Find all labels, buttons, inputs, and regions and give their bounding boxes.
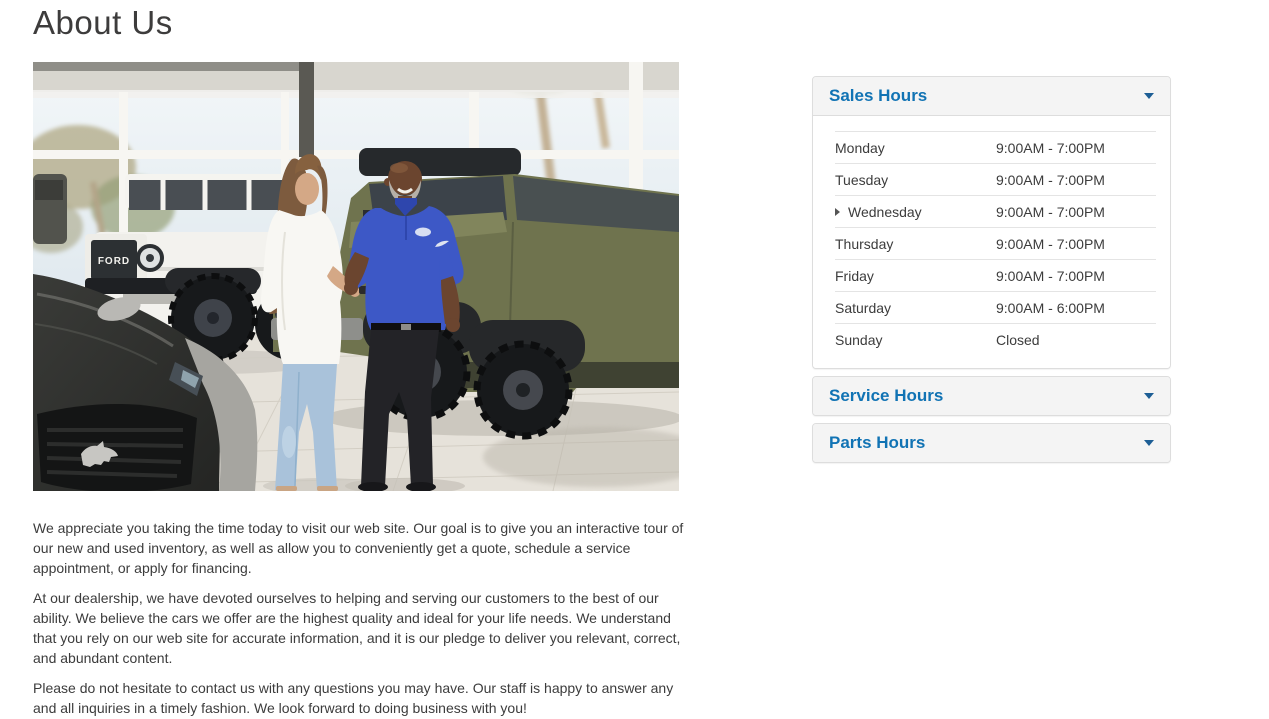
- hours-row-saturday: [835, 291, 1156, 323]
- day-cell: [835, 204, 996, 220]
- day-label: Sunday: [835, 331, 883, 348]
- time-label: 9:00AM - 7:00PM: [996, 171, 1105, 188]
- hours-row-friday: [835, 259, 1156, 291]
- hours-row-monday: [835, 131, 1156, 163]
- sales-hours-header[interactable]: [813, 77, 1170, 116]
- service-hours-title: Service Hours: [829, 386, 944, 405]
- parts-hours-header[interactable]: [813, 424, 1170, 462]
- day-label: Tuesday: [835, 171, 889, 188]
- time-label: 9:00AM - 7:00PM: [996, 267, 1105, 284]
- dealership-photo: [33, 62, 679, 491]
- hours-row-thursday: [835, 227, 1156, 259]
- about-paragraph-3: Please do not hesitate to contact us with any questions you may have. Our staff is happy to answer any and all inquiries in a timely fashion. We look forward to doing business with you!: [33, 680, 674, 716]
- hours-row-sunday: [835, 323, 1156, 355]
- bronco-grille-text: FORD: [97, 256, 131, 267]
- service-hours-header[interactable]: [813, 377, 1170, 415]
- parts-hours-panel: [812, 423, 1171, 463]
- service-hours-panel: [812, 376, 1171, 416]
- chevron-down-icon: [1144, 440, 1154, 446]
- time-label: 9:00AM - 7:00PM: [996, 235, 1105, 252]
- sales-hours-title: Sales Hours: [829, 86, 928, 105]
- chevron-down-icon: [1144, 393, 1154, 399]
- hours-row-tuesday: [835, 163, 1156, 195]
- sales-hours-table: [813, 116, 1170, 368]
- parts-hours-title: Parts Hours: [829, 433, 926, 452]
- about-paragraph-2: At our dealership, we have devoted ourselves to helping and serving our customers to the best of our ability. We believe the cars we offer are the highest quality and ideal for your life needs. We understand that you rely on our web site for accurate information, and it is our pledge to deliver you relevant, correct, and abundant content.: [33, 590, 681, 666]
- day-label: Wednesday: [848, 203, 922, 220]
- day-label: Saturday: [835, 299, 892, 316]
- day-label: Friday: [835, 267, 874, 284]
- time-label: 9:00AM - 7:00PM: [996, 139, 1105, 156]
- chevron-down-icon: [1144, 93, 1154, 99]
- time-label: Closed: [996, 331, 1040, 348]
- today-marker-icon: [835, 208, 840, 216]
- time-label: 9:00AM - 6:00PM: [996, 299, 1105, 316]
- page-title: About Us: [33, 4, 173, 41]
- main-content: [33, 0, 685, 719]
- time-label: 9:00AM - 7:00PM: [996, 203, 1105, 220]
- about-paragraph-1: We appreciate you taking the time today to visit our web site. Our goal is to give you an interactive tour of our new and used inventory, as well as allow you to conveniently get a quote, schedule a service appointment, or apply for financing.: [33, 520, 684, 576]
- about-text: [33, 518, 685, 718]
- day-label: Monday: [835, 139, 885, 156]
- hours-sidebar: [812, 76, 1171, 463]
- hours-row-wednesday-today: [835, 195, 1156, 227]
- sales-hours-panel: [812, 76, 1171, 369]
- day-label: Thursday: [835, 235, 894, 252]
